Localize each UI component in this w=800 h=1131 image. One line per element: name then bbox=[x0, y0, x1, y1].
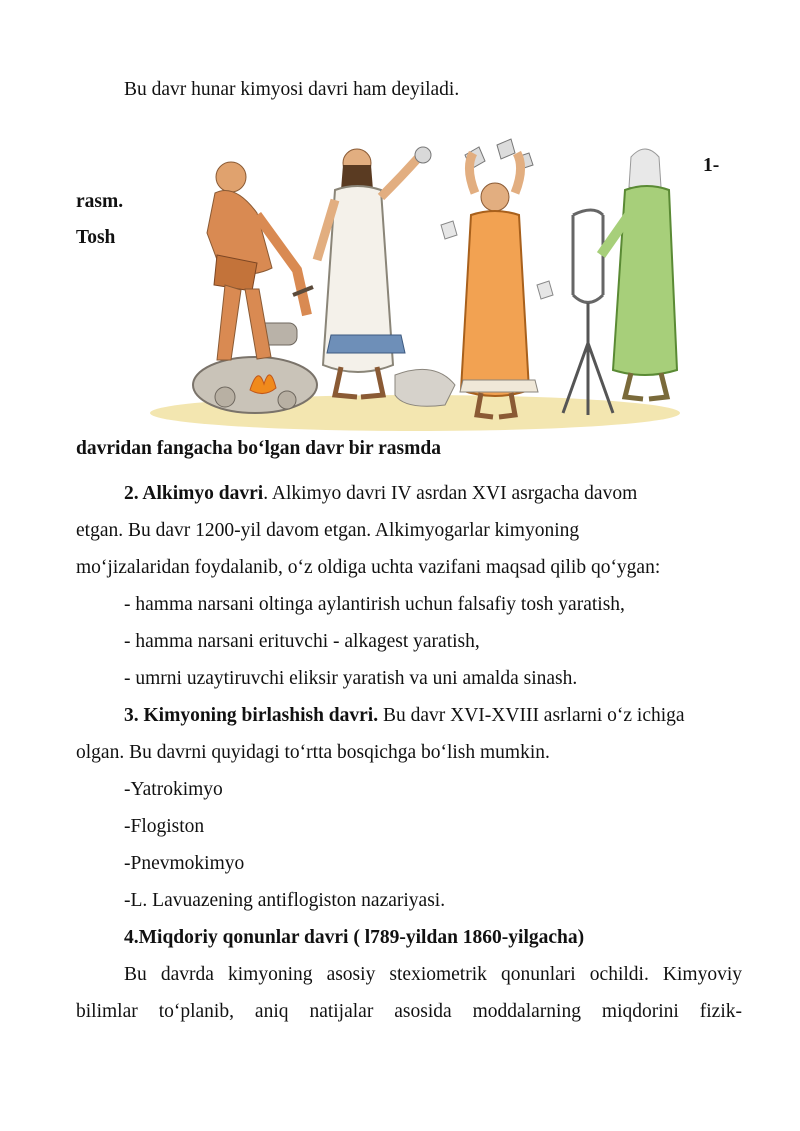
stone-age-man-figure bbox=[193, 162, 317, 413]
figure-label-number: 1- bbox=[703, 155, 720, 176]
section2-item-2: - hamma narsani erituvchi - alkagest yaratish, bbox=[124, 631, 480, 652]
section2-line3: mo‘jizalaridan foydalanib, o‘z oldiga uchta vazifani maqsad qilib qo‘ygan: bbox=[76, 557, 661, 578]
scientist-with-apparatus-figure bbox=[563, 149, 677, 415]
figure-label-tosh: Tosh bbox=[76, 227, 116, 248]
section4-heading: 4.Miqdoriy qonunlar davri ( l789-yildan 1860-yilgacha) bbox=[124, 927, 585, 948]
section4-line1: Bu davrda kimyoning asosiy stexiometrik qonunlari ochildi. Kimyoviy bbox=[124, 964, 742, 985]
section2-line2: etgan. Bu davr 1200-yil davom etgan. Alkimyogarlar kimyoning bbox=[76, 520, 580, 541]
section3-item-1: -Yatrokimyo bbox=[124, 779, 223, 800]
section3-item-4: -L. Lavuazening antiflogiston nazariyasi. bbox=[124, 890, 446, 911]
stone-age-to-science-illustration bbox=[145, 135, 690, 435]
section3-rest: Bu davr XVI-XVIII asrlarni o‘z ichiga bbox=[378, 705, 685, 726]
section2-rest: . Alkimyo davri IV asrdan XVI asrgacha davom bbox=[263, 483, 638, 504]
section2-item-1: - hamma narsani oltinga aylantirish uchun falsafiy tosh yaratish, bbox=[124, 594, 625, 615]
robed-man-figure bbox=[317, 147, 455, 406]
intro-text: Bu davr hunar kimyosi davri ham deyiladi. bbox=[124, 79, 460, 100]
section3-item-3: -Pnevmokimyo bbox=[124, 853, 245, 874]
section2-line1 bbox=[124, 482, 637, 506]
section2-heading: 2. Alkimyo davri bbox=[124, 483, 264, 504]
orange-robe-man-figure bbox=[441, 139, 553, 417]
section2-item-3: - umrni uzaytiruvchi eliksir yaratish va uni amalda sinash. bbox=[124, 668, 578, 689]
section3-item-2: -Flogiston bbox=[124, 816, 205, 837]
figure-label-rasm: rasm. bbox=[76, 191, 124, 212]
section3-heading: 3. Kimyoning birlashish davri. bbox=[124, 705, 379, 726]
section3-line2: olgan. Bu davrni quyidagi to‘rtta bosqichga bo‘lish mumkin. bbox=[76, 742, 550, 763]
section4-line2: bilimlar to‘planib, aniq natijalar asosida moddalarning miqdorini fizik- bbox=[76, 1001, 742, 1022]
figure-caption-tail: davridan fangacha bo‘lgan davr bir rasmda bbox=[76, 438, 441, 459]
section3-line1 bbox=[124, 704, 685, 728]
